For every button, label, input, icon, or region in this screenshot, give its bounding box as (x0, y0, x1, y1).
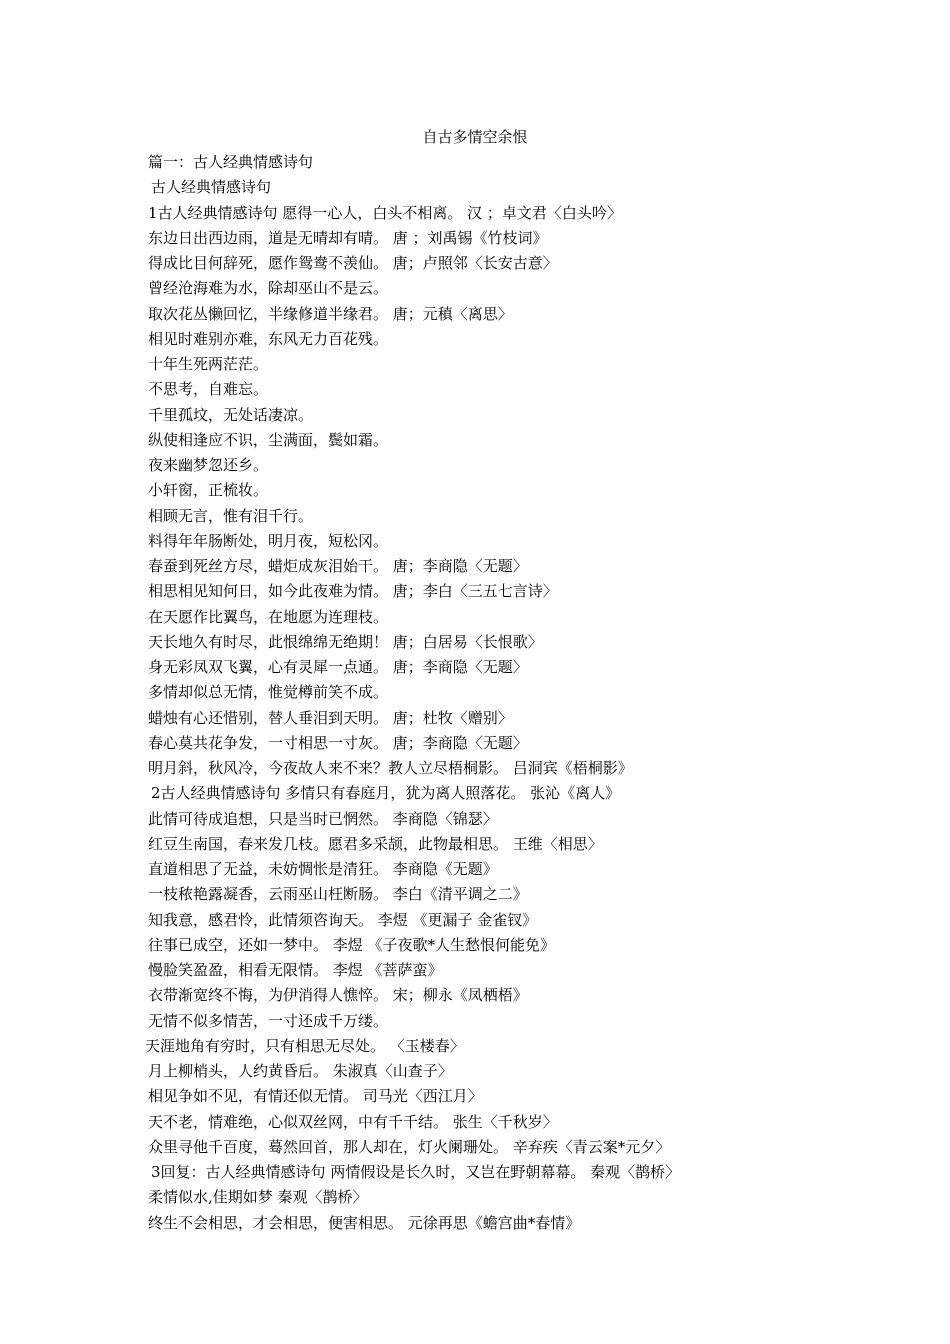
text-line: 料得年年肠断处，明月夜，短松冈。 (148, 531, 389, 550)
text-line: 一枝秾艳露凝香，云雨巫山枉断肠。 李白《清平调之二》 (148, 885, 528, 904)
text-line: 无情不似多情苦，一寸还成千万缕。 (148, 1011, 389, 1030)
text-line: 往事已成空，还如一梦中。 李煜 《子夜歌*人生愁恨何能免》 (148, 935, 556, 954)
document-title: 自古多情空余恨 (422, 128, 528, 146)
text-line: 相见时难别亦难，东风无力百花残。 (148, 329, 389, 348)
text-line: 纵使相逢应不识，尘满面，鬓如霜。 (148, 430, 389, 449)
text-line: 十年生死两茫茫。 (148, 355, 269, 373)
text-line: 月上柳梢头，人约黄昏后。 朱淑真〈山查子〉 (148, 1062, 453, 1080)
text-line: 天不老，情难绝，心似双丝网，中有千千结。 张生〈千秋岁〉 (148, 1112, 558, 1131)
text-line: 小轩窗，正梳妆。 (148, 481, 269, 500)
text-line: 天长地久有时尽，此恨绵绵无绝期！ 唐；白居易〈长恨歌〉 (148, 632, 543, 651)
text-line: 相见争如不见，有情还似无情。 司马光〈西江月〉 (148, 1087, 483, 1106)
section-heading: 篇一：古人经典情感诗句 (148, 153, 314, 171)
text-line: 不思考，自难忘。 (148, 380, 269, 399)
text-line: 曾经沧海难为水，除却巫山不是云。 (148, 279, 389, 298)
text-line: 柔情似水,佳期如梦 秦观〈鹊桥〉 (148, 1188, 368, 1207)
text-line: 取次花丛懒回忆，半缘修道半缘君。 唐；元稹〈离思〉 (148, 304, 513, 323)
text-line: 衣带渐宽终不悔，为伊消得人憔悴。 宋；柳永《凤栖梧》 (148, 986, 528, 1005)
text-line: 慢脸笑盈盈，相看无限情。 李煜 《菩萨蛮》 (148, 961, 443, 979)
text-line: 春心莫共花争发，一寸相思一寸灰。 唐；李商隐〈无题〉 (148, 733, 528, 752)
text-line: 红豆生南国，春来发几枝。愿君多采颉，此物最相思。 王维〈相思〉 (148, 834, 603, 853)
text-line: 多情却似总无情，惟觉樽前笑不成。 (148, 683, 389, 702)
text-line: 春蚕到死丝方尽，蜡炬成灰泪始干。 唐；李商隐〈无题〉 (148, 557, 528, 575)
text-line: 相思相见知何日，如今此夜难为情。 唐；李白〈三五七言诗〉 (148, 582, 558, 601)
text-line: 得成比目何辞死，愿作鸳鸯不羡仙。 唐；卢照邻〈长安古意〉 (148, 254, 558, 272)
text-line: 千里孤坟，无处话凄凉。 (148, 405, 314, 424)
text-line: 终生不会相思，才会相思，便害相思。 元徐再思《蟾宫曲*春情》 (148, 1213, 581, 1232)
text-line: 3回复：古人经典情感诗句 两情假设是长久时，又岂在野朝幕幕。 秦观〈鹊桥〉 (151, 1163, 681, 1181)
text-line: 东边日出西边雨，道是无晴却有晴。 唐 ；刘禹锡《竹枝词》 (148, 228, 548, 247)
text-line: 夜来幽梦忽还乡。 (148, 456, 269, 474)
text-line: 在天愿作比翼鸟，在地愿为连理枝。 (148, 607, 389, 626)
text-line: 1古人经典情感诗句 愿得一心人，白头不相离。 汉 ；卓文君〈白头吟〉 (148, 203, 622, 222)
text-line: 天涯地角有穷时，只有相思无尽处。 〈玉楼春〉 (145, 1036, 465, 1055)
text-line: 众里寻他千百度，蓦然回首，那人却在，灯火阑珊处。 辛弃疾〈青云案*元夕〉 (148, 1137, 671, 1156)
text-line: 相顾无言，惟有泪千行。 (148, 506, 314, 525)
text-line: 直道相思了无益，未妨惆怅是清狂。 李商隐《无题》 (148, 860, 498, 878)
text-line: 此情可待成追想，只是当时已惘然。 李商隐〈锦瑟〉 (148, 809, 498, 828)
text-line: 明月斜，秋风冷，今夜故人来不来？教人立尽梧桐影。 吕洞宾《梧桐影》 (148, 759, 633, 777)
text-line: 蜡烛有心还惜别，替人垂泪到天明。 唐；杜牧〈赠别〉 (148, 708, 513, 727)
poem-lines (145, 150, 868, 1236)
subheading: 古人经典情感诗句 (151, 178, 272, 197)
text-line: 身无彩凤双飞翼，心有灵犀一点通。 唐；李商隐〈无题〉 (148, 658, 528, 676)
text-line: 2古人经典情感诗句 多情只有春庭月，犹为离人照落花。 张沁《离人》 (151, 784, 621, 803)
text-line: 知我意，感君怜，此情须咨询天。 李煜 《更漏子 金雀钗》 (148, 910, 538, 929)
